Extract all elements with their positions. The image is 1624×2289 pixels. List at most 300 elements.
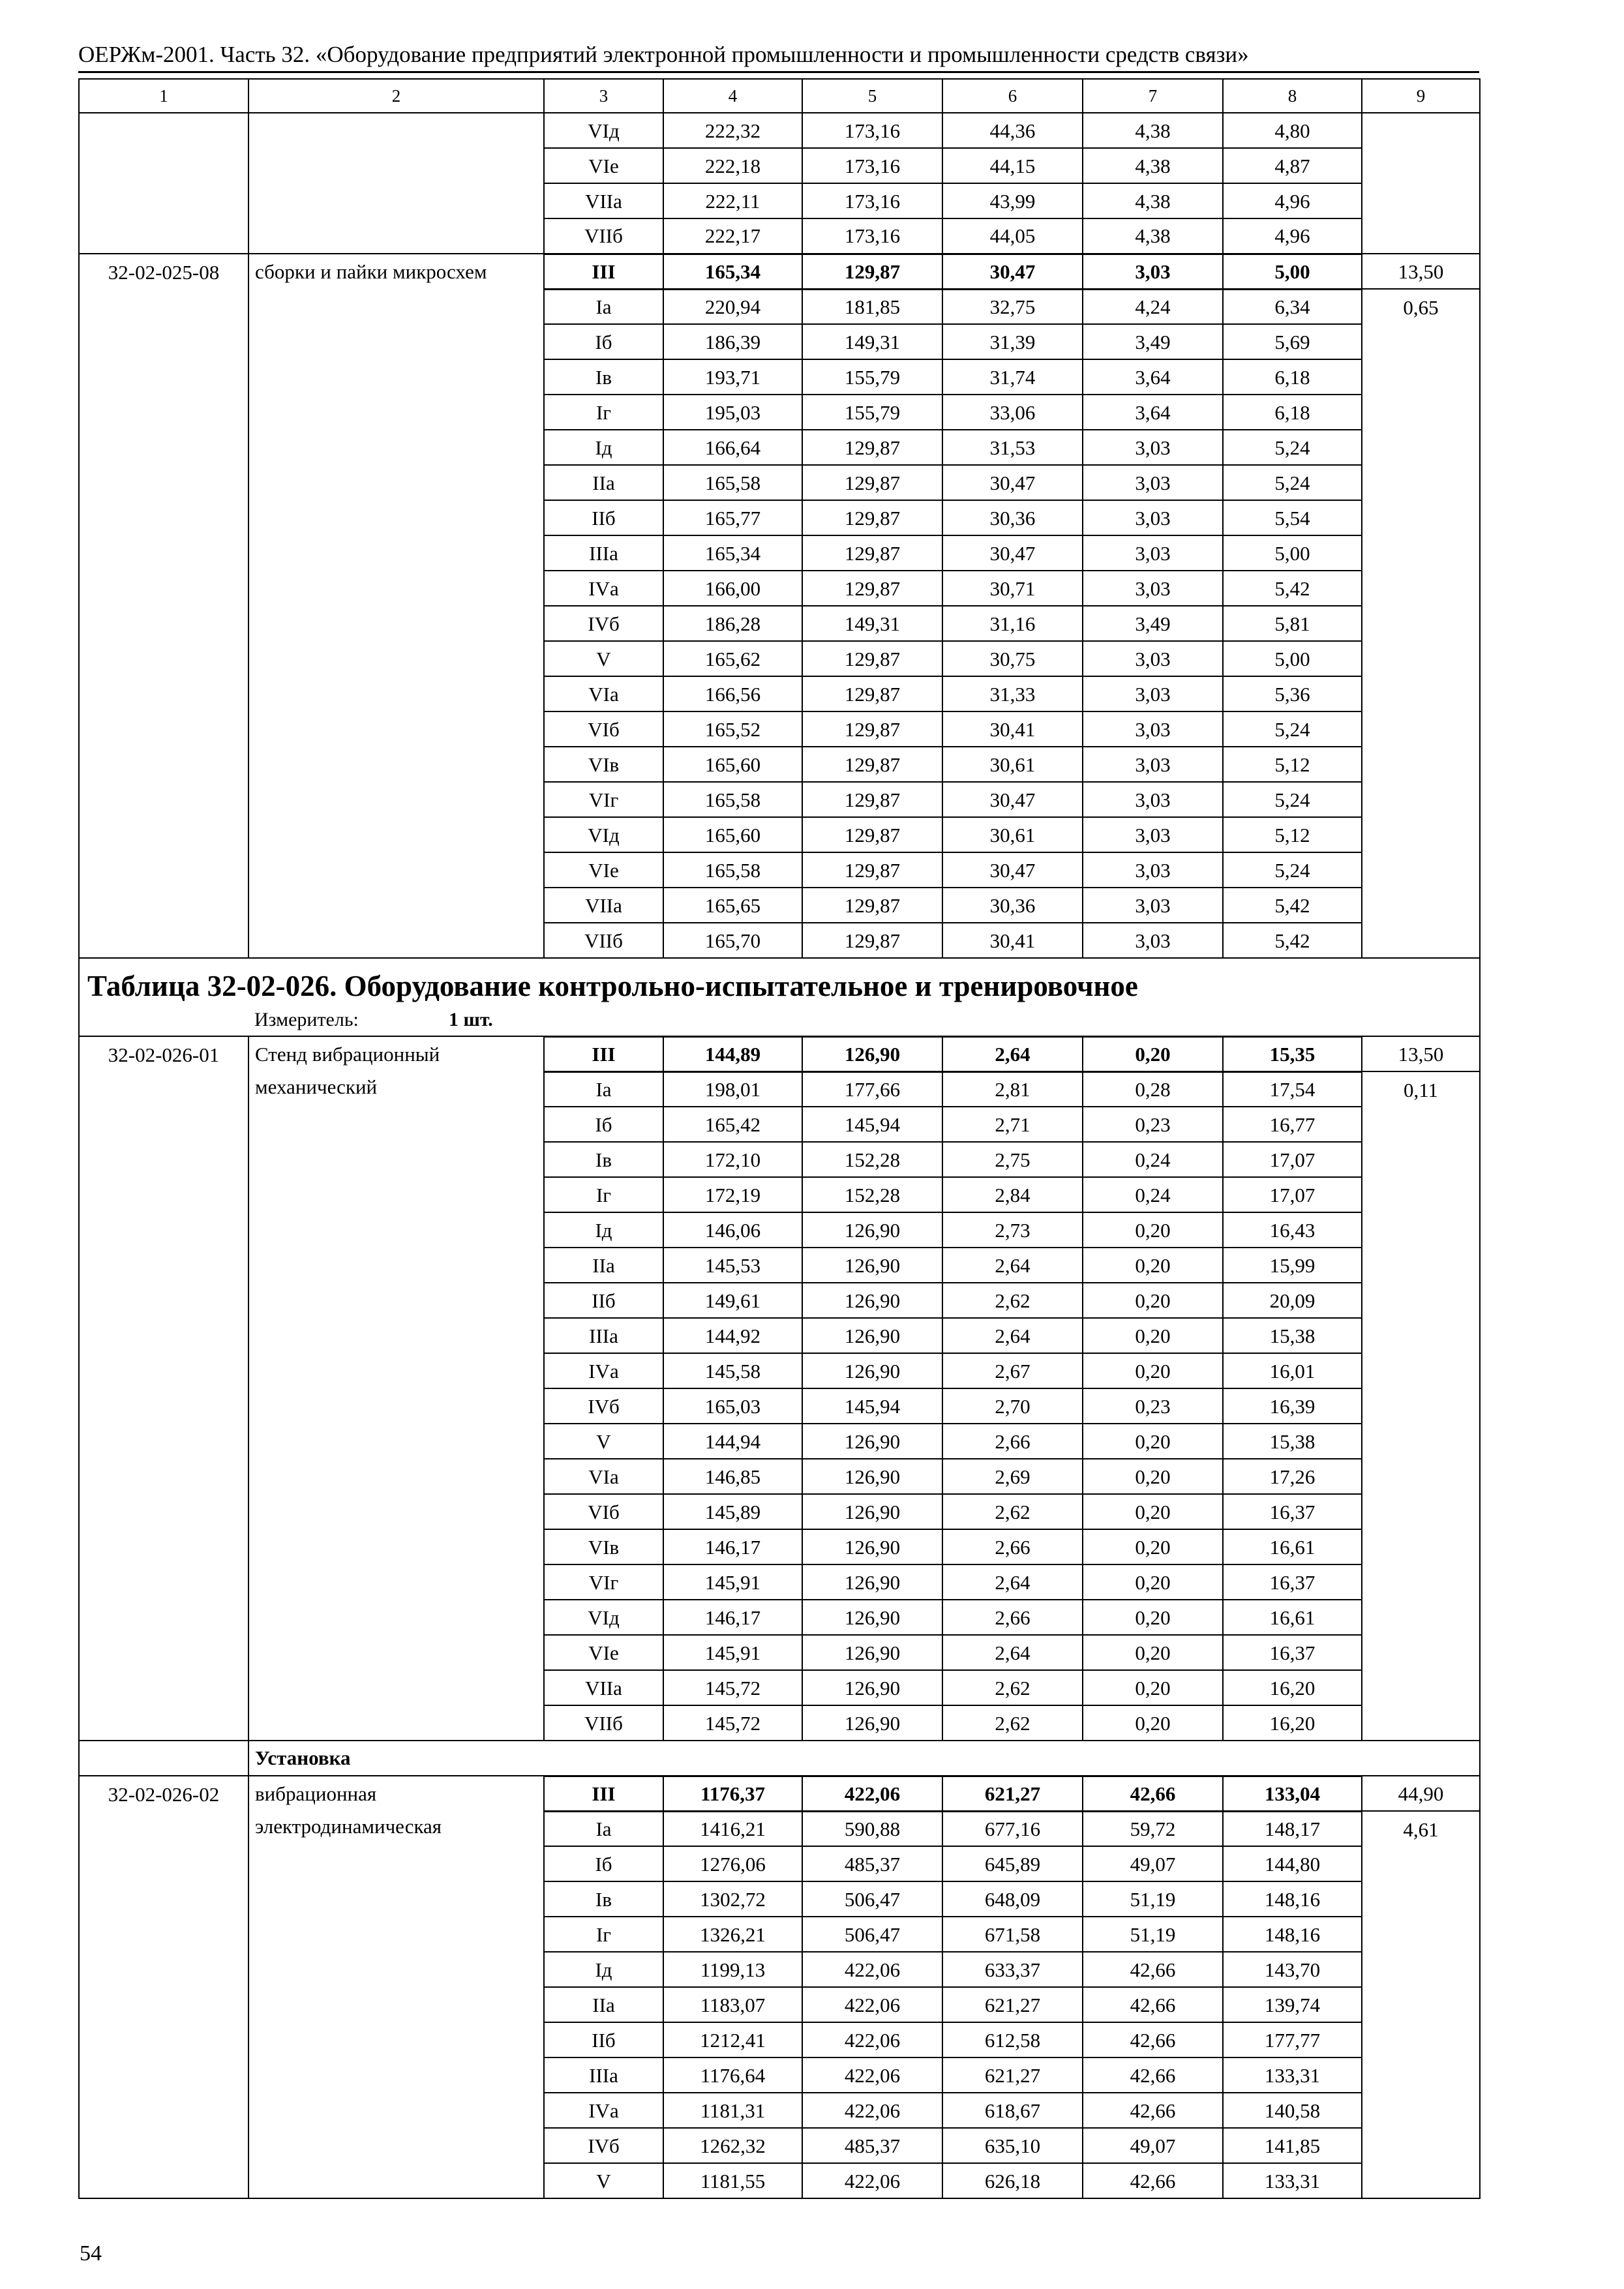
value-cell: 133,04: [1223, 1776, 1362, 1811]
norm-name-line: сборки и пайки микросхем: [255, 260, 487, 283]
value-cell: 173,16: [802, 148, 942, 183]
value-cell: 42,66: [1083, 2163, 1223, 2198]
col9-cell: [1362, 289, 1480, 958]
value-cell: 144,92: [663, 1318, 802, 1353]
value-cell: 4,24: [1083, 289, 1223, 324]
value-cell: 42,66: [1083, 2022, 1223, 2057]
value-cell: 222,32: [663, 113, 802, 148]
value-cell: 1416,21: [663, 1811, 802, 1846]
value-cell: 17,26: [1223, 1459, 1362, 1494]
regime-cell: IIб: [544, 2022, 663, 2057]
value-cell: 3,03: [1083, 852, 1223, 888]
value-cell: 33,06: [942, 395, 1083, 430]
regime-cell: VIIб: [544, 1705, 663, 1741]
value-cell: 0,24: [1083, 1177, 1223, 1212]
value-cell: 129,87: [802, 500, 942, 535]
regime-cell: IVа: [544, 2093, 663, 2128]
regime-cell: Iб: [544, 324, 663, 359]
norm-name-cell: [248, 1036, 544, 1741]
value-cell: 16,61: [1223, 1529, 1362, 1564]
value-cell: 3,03: [1083, 817, 1223, 852]
value-cell: 30,41: [942, 923, 1083, 958]
value-cell: 129,87: [802, 254, 942, 289]
value-cell: 165,77: [663, 500, 802, 535]
value-cell: 2,81: [942, 1071, 1083, 1107]
value-cell: 3,03: [1083, 430, 1223, 465]
value-cell: 621,27: [942, 1776, 1083, 1811]
regime-cell: IVб: [544, 1388, 663, 1424]
value-cell: 44,05: [942, 218, 1083, 254]
value-cell: 3,03: [1083, 535, 1223, 571]
regime-cell: Iд: [544, 430, 663, 465]
value-cell: 126,90: [802, 1705, 942, 1741]
value-cell: 16,77: [1223, 1107, 1362, 1142]
norms-table: [78, 78, 1481, 2199]
value-cell: 165,03: [663, 1388, 802, 1424]
value-cell: 422,06: [802, 1987, 942, 2022]
value-cell: 0,20: [1083, 1600, 1223, 1635]
value-cell: 2,66: [942, 1529, 1083, 1564]
regime-cell: VIе: [544, 1635, 663, 1670]
value-cell: 222,11: [663, 183, 802, 218]
value-cell: 5,00: [1223, 641, 1362, 676]
value-cell: 671,58: [942, 1917, 1083, 1952]
value-cell: 17,07: [1223, 1177, 1362, 1212]
value-cell: 618,67: [942, 2093, 1083, 2128]
value-cell: 166,64: [663, 430, 802, 465]
regime-cell: IVб: [544, 2128, 663, 2163]
value-cell: 2,62: [942, 1705, 1083, 1741]
value-cell: 0,20: [1083, 1212, 1223, 1248]
value-cell: 20,09: [1223, 1283, 1362, 1318]
column-number: 2: [248, 79, 544, 113]
value-cell: 3,03: [1083, 641, 1223, 676]
regime-cell: VIIа: [544, 183, 663, 218]
value-cell: 152,28: [802, 1177, 942, 1212]
value-cell: 0,24: [1083, 1142, 1223, 1177]
value-cell: 15,38: [1223, 1318, 1362, 1353]
table-title-row: [79, 958, 1480, 1005]
value-cell: 30,36: [942, 888, 1083, 923]
regime-cell: Iа: [544, 1071, 663, 1107]
value-cell: 141,85: [1223, 2128, 1362, 2163]
value-cell: 49,07: [1083, 1846, 1223, 1881]
value-cell: 166,00: [663, 571, 802, 606]
value-cell: 129,87: [802, 711, 942, 747]
value-cell: 165,58: [663, 465, 802, 500]
value-cell: 16,20: [1223, 1705, 1362, 1741]
value-cell: 5,42: [1223, 571, 1362, 606]
regime-cell: Iг: [544, 1917, 663, 1952]
value-cell: 0,20: [1083, 1705, 1223, 1741]
value-cell: 144,89: [663, 1036, 802, 1071]
value-cell: 129,87: [802, 641, 942, 676]
value-cell: 146,85: [663, 1459, 802, 1494]
value-cell: 2,69: [942, 1459, 1083, 1494]
value-cell: 5,24: [1223, 465, 1362, 500]
value-cell: 1183,07: [663, 1987, 802, 2022]
value-cell: 5,42: [1223, 888, 1362, 923]
regime-cell: Iв: [544, 359, 663, 395]
value-cell: 4,38: [1083, 148, 1223, 183]
value-cell: 31,74: [942, 359, 1083, 395]
regime-cell: VIIб: [544, 218, 663, 254]
norm-code-cell: [79, 1776, 248, 2198]
value-cell: 3,03: [1083, 782, 1223, 817]
value-cell: 5,12: [1223, 817, 1362, 852]
value-cell: 1199,13: [663, 1952, 802, 1987]
regime-cell: Iд: [544, 1952, 663, 1987]
regime-cell: VIе: [544, 852, 663, 888]
value-cell: 1302,72: [663, 1881, 802, 1917]
value-cell: 0,20: [1083, 1494, 1223, 1529]
value-cell: 129,87: [802, 747, 942, 782]
value-cell: 133,31: [1223, 2163, 1362, 2198]
value-cell: 0,20: [1083, 1283, 1223, 1318]
value-cell: 422,06: [802, 1952, 942, 1987]
value-cell: 422,06: [802, 2093, 942, 2128]
value-cell: 1176,37: [663, 1776, 802, 1811]
value-cell: 0,20: [1083, 1670, 1223, 1705]
value-cell: 4,38: [1083, 218, 1223, 254]
value-cell: 144,94: [663, 1424, 802, 1459]
regime-cell: V: [544, 641, 663, 676]
value-cell: 5,12: [1223, 747, 1362, 782]
norm-name-line: электродинамическая: [255, 1815, 442, 1838]
value-cell: 222,18: [663, 148, 802, 183]
measure-value: 1 шт.: [449, 1009, 493, 1031]
value-cell: 1181,55: [663, 2163, 802, 2198]
value-cell: 165,70: [663, 923, 802, 958]
value-cell: 2,62: [942, 1670, 1083, 1705]
value-cell: 144,80: [1223, 1846, 1362, 1881]
value-cell: 155,79: [802, 395, 942, 430]
value-cell: 626,18: [942, 2163, 1083, 2198]
regime-cell: IIб: [544, 500, 663, 535]
value-cell: 165,58: [663, 852, 802, 888]
header-rule: [78, 71, 1479, 73]
value-cell: 222,17: [663, 218, 802, 254]
value-cell: 143,70: [1223, 1952, 1362, 1987]
value-cell: 2,73: [942, 1212, 1083, 1248]
value-cell: 1176,64: [663, 2057, 802, 2093]
norm-row: [79, 113, 1480, 148]
norm-name-cell: [248, 113, 544, 254]
norm-code-cell: [79, 113, 248, 254]
regime-cell: VIв: [544, 747, 663, 782]
regime-cell: VIIа: [544, 1670, 663, 1705]
table-title: Таблица 32-02-026. Оборудование контрольно-испытательное и тренировочное: [79, 958, 1480, 1005]
value-cell: 129,87: [802, 465, 942, 500]
value-cell: 59,72: [1083, 1811, 1223, 1846]
regime-cell: Iа: [544, 1811, 663, 1846]
page-number: 54: [80, 2241, 102, 2266]
regime-cell: VIд: [544, 1600, 663, 1635]
value-cell: 148,17: [1223, 1811, 1362, 1846]
value-cell: 145,91: [663, 1564, 802, 1600]
value-cell: 146,06: [663, 1212, 802, 1248]
value-cell: 43,99: [942, 183, 1083, 218]
value-cell: 3,03: [1083, 676, 1223, 711]
value-cell: 133,31: [1223, 2057, 1362, 2093]
norm-code-cell: [79, 254, 248, 958]
value-cell: 42,66: [1083, 2057, 1223, 2093]
regime-cell: IIIа: [544, 535, 663, 571]
column-number-row: [79, 79, 1480, 113]
value-cell: 5,54: [1223, 500, 1362, 535]
value-cell: 165,60: [663, 747, 802, 782]
column-number: 4: [663, 79, 802, 113]
col9-value: 4,61: [1403, 1818, 1439, 1841]
value-cell: 145,53: [663, 1248, 802, 1283]
value-cell: 590,88: [802, 1811, 942, 1846]
value-cell: 6,34: [1223, 289, 1362, 324]
value-cell: 5,81: [1223, 606, 1362, 641]
norms-table-body: [79, 79, 1480, 2198]
value-cell: 173,16: [802, 183, 942, 218]
norm-name-line: Стенд вибрационный: [255, 1043, 440, 1066]
value-cell: 2,64: [942, 1635, 1083, 1670]
col9-cell: 13,50: [1362, 1036, 1480, 1071]
regime-cell: VIе: [544, 148, 663, 183]
value-cell: 42,66: [1083, 1987, 1223, 2022]
regime-cell: VIв: [544, 1529, 663, 1564]
regime-cell: VIIб: [544, 923, 663, 958]
value-cell: 181,85: [802, 289, 942, 324]
value-cell: 126,90: [802, 1353, 942, 1388]
value-cell: 146,17: [663, 1529, 802, 1564]
value-cell: 5,24: [1223, 430, 1362, 465]
value-cell: 0,20: [1083, 1564, 1223, 1600]
value-cell: 173,16: [802, 218, 942, 254]
value-cell: 165,34: [663, 535, 802, 571]
value-cell: 186,39: [663, 324, 802, 359]
value-cell: 145,72: [663, 1705, 802, 1741]
regime-cell: Iб: [544, 1107, 663, 1142]
value-cell: 0,20: [1083, 1036, 1223, 1071]
value-cell: 1212,41: [663, 2022, 802, 2057]
value-cell: 30,71: [942, 571, 1083, 606]
value-cell: 3,03: [1083, 254, 1223, 289]
value-cell: 186,28: [663, 606, 802, 641]
value-cell: 165,62: [663, 641, 802, 676]
value-cell: 4,87: [1223, 148, 1362, 183]
col9-cell: [1362, 1071, 1480, 1741]
value-cell: 5,00: [1223, 254, 1362, 289]
value-cell: 30,36: [942, 500, 1083, 535]
regime-cell: IVа: [544, 1353, 663, 1388]
regime-cell: V: [544, 1424, 663, 1459]
value-cell: 3,03: [1083, 747, 1223, 782]
value-cell: 172,19: [663, 1177, 802, 1212]
value-cell: 16,20: [1223, 1670, 1362, 1705]
value-cell: 3,64: [1083, 395, 1223, 430]
value-cell: 129,87: [802, 817, 942, 852]
value-cell: 16,43: [1223, 1212, 1362, 1248]
value-cell: 4,38: [1083, 183, 1223, 218]
value-cell: 0,20: [1083, 1529, 1223, 1564]
value-cell: 3,49: [1083, 606, 1223, 641]
regime-cell: VIд: [544, 817, 663, 852]
regime-cell: VIа: [544, 1459, 663, 1494]
value-cell: 149,61: [663, 1283, 802, 1318]
value-cell: 5,24: [1223, 852, 1362, 888]
value-cell: 139,74: [1223, 1987, 1362, 2022]
value-cell: 506,47: [802, 1881, 942, 1917]
value-cell: 126,90: [802, 1318, 942, 1353]
value-cell: 31,16: [942, 606, 1083, 641]
value-cell: 165,65: [663, 888, 802, 923]
value-cell: 15,99: [1223, 1248, 1362, 1283]
value-cell: 506,47: [802, 1917, 942, 1952]
value-cell: 146,17: [663, 1600, 802, 1635]
value-cell: 145,94: [802, 1388, 942, 1424]
regime-cell: IIа: [544, 465, 663, 500]
norm-name-line: механический: [255, 1075, 378, 1098]
regime-cell: IVб: [544, 606, 663, 641]
regime-cell: Iв: [544, 1142, 663, 1177]
value-cell: 6,18: [1223, 395, 1362, 430]
value-cell: 0,28: [1083, 1071, 1223, 1107]
value-cell: 3,64: [1083, 359, 1223, 395]
regime-cell: Iг: [544, 1177, 663, 1212]
value-cell: 42,66: [1083, 1776, 1223, 1811]
regime-cell: V: [544, 2163, 663, 2198]
value-cell: 5,36: [1223, 676, 1362, 711]
value-cell: 195,03: [663, 395, 802, 430]
value-cell: 2,62: [942, 1494, 1083, 1529]
regime-cell: IIб: [544, 1283, 663, 1318]
value-cell: 148,16: [1223, 1917, 1362, 1952]
regime-cell: Iг: [544, 395, 663, 430]
value-cell: 129,87: [802, 535, 942, 571]
regime-cell: VIб: [544, 1494, 663, 1529]
subheading: Установка: [248, 1741, 1480, 1776]
value-cell: 2,67: [942, 1353, 1083, 1388]
value-cell: 2,75: [942, 1142, 1083, 1177]
value-cell: 30,41: [942, 711, 1083, 747]
value-cell: 422,06: [802, 2057, 942, 2093]
value-cell: 44,15: [942, 148, 1083, 183]
regime-cell: IIIа: [544, 2057, 663, 2093]
value-cell: 42,66: [1083, 2093, 1223, 2128]
value-cell: 16,37: [1223, 1564, 1362, 1600]
value-cell: 2,71: [942, 1107, 1083, 1142]
value-cell: 612,58: [942, 2022, 1083, 2057]
value-cell: 126,90: [802, 1459, 942, 1494]
value-cell: 15,38: [1223, 1424, 1362, 1459]
value-cell: 30,47: [942, 782, 1083, 817]
value-cell: 44,36: [942, 113, 1083, 148]
norm-name-line: вибрационная: [255, 1782, 377, 1805]
value-cell: 635,10: [942, 2128, 1083, 2163]
value-cell: 165,52: [663, 711, 802, 747]
value-cell: 177,66: [802, 1071, 942, 1107]
value-cell: 145,94: [802, 1107, 942, 1142]
value-cell: 2,70: [942, 1388, 1083, 1424]
value-cell: 126,90: [802, 1424, 942, 1459]
value-cell: 30,47: [942, 535, 1083, 571]
value-cell: 6,18: [1223, 359, 1362, 395]
column-number: 6: [942, 79, 1083, 113]
value-cell: 0,20: [1083, 1248, 1223, 1283]
value-cell: 30,61: [942, 747, 1083, 782]
value-cell: 165,58: [663, 782, 802, 817]
value-cell: 677,16: [942, 1811, 1083, 1846]
value-cell: 16,39: [1223, 1388, 1362, 1424]
col9-cell: [1362, 1811, 1480, 2198]
value-cell: 2,66: [942, 1600, 1083, 1635]
value-cell: 2,62: [942, 1283, 1083, 1318]
value-cell: 3,03: [1083, 923, 1223, 958]
value-cell: 165,42: [663, 1107, 802, 1142]
value-cell: 220,94: [663, 289, 802, 324]
value-cell: 5,69: [1223, 324, 1362, 359]
regime-cell: Iд: [544, 1212, 663, 1248]
value-cell: 1276,06: [663, 1846, 802, 1881]
value-cell: 0,23: [1083, 1107, 1223, 1142]
value-cell: 1262,32: [663, 2128, 802, 2163]
subheading-row: [79, 1741, 1480, 1776]
value-cell: 51,19: [1083, 1917, 1223, 1952]
value-cell: 3,03: [1083, 711, 1223, 747]
value-cell: 129,87: [802, 571, 942, 606]
value-cell: 51,19: [1083, 1881, 1223, 1917]
value-cell: 148,16: [1223, 1881, 1362, 1917]
value-cell: 4,80: [1223, 113, 1362, 148]
norm-name-cell: [248, 1776, 544, 2198]
norm-code-cell: [79, 1036, 248, 1741]
value-cell: 42,66: [1083, 1952, 1223, 1987]
measure-row: [79, 1005, 1480, 1036]
value-cell: 422,06: [802, 2022, 942, 2057]
value-cell: 155,79: [802, 359, 942, 395]
regime-cell: VIа: [544, 676, 663, 711]
value-cell: 166,56: [663, 676, 802, 711]
value-cell: 165,60: [663, 817, 802, 852]
value-cell: 126,90: [802, 1635, 942, 1670]
value-cell: 2,66: [942, 1424, 1083, 1459]
col9-cell: [1362, 113, 1480, 254]
value-cell: 129,87: [802, 782, 942, 817]
value-cell: 0,23: [1083, 1388, 1223, 1424]
value-cell: 3,49: [1083, 324, 1223, 359]
col9-cell: 44,90: [1362, 1776, 1480, 1811]
value-cell: 172,10: [663, 1142, 802, 1177]
regime-cell: VIIа: [544, 888, 663, 923]
value-cell: 145,89: [663, 1494, 802, 1529]
measure-label: Измеритель:: [254, 1009, 359, 1031]
value-cell: 621,27: [942, 1987, 1083, 2022]
value-cell: 0,20: [1083, 1318, 1223, 1353]
value-cell: 2,64: [942, 1248, 1083, 1283]
norm-code: 32-02-026-02: [108, 1783, 220, 1806]
value-cell: 145,58: [663, 1353, 802, 1388]
value-cell: 4,96: [1223, 218, 1362, 254]
value-cell: 126,90: [802, 1212, 942, 1248]
value-cell: 16,37: [1223, 1494, 1362, 1529]
value-cell: 2,64: [942, 1036, 1083, 1071]
value-cell: 145,91: [663, 1635, 802, 1670]
regime-cell: VIб: [544, 711, 663, 747]
value-cell: 126,90: [802, 1248, 942, 1283]
value-cell: 5,24: [1223, 711, 1362, 747]
regime-cell: III: [544, 1776, 663, 1811]
norm-code: 32-02-025-08: [108, 261, 220, 284]
norm-code: 32-02-026-01: [108, 1043, 220, 1066]
value-cell: 149,31: [802, 606, 942, 641]
value-cell: 2,64: [942, 1564, 1083, 1600]
